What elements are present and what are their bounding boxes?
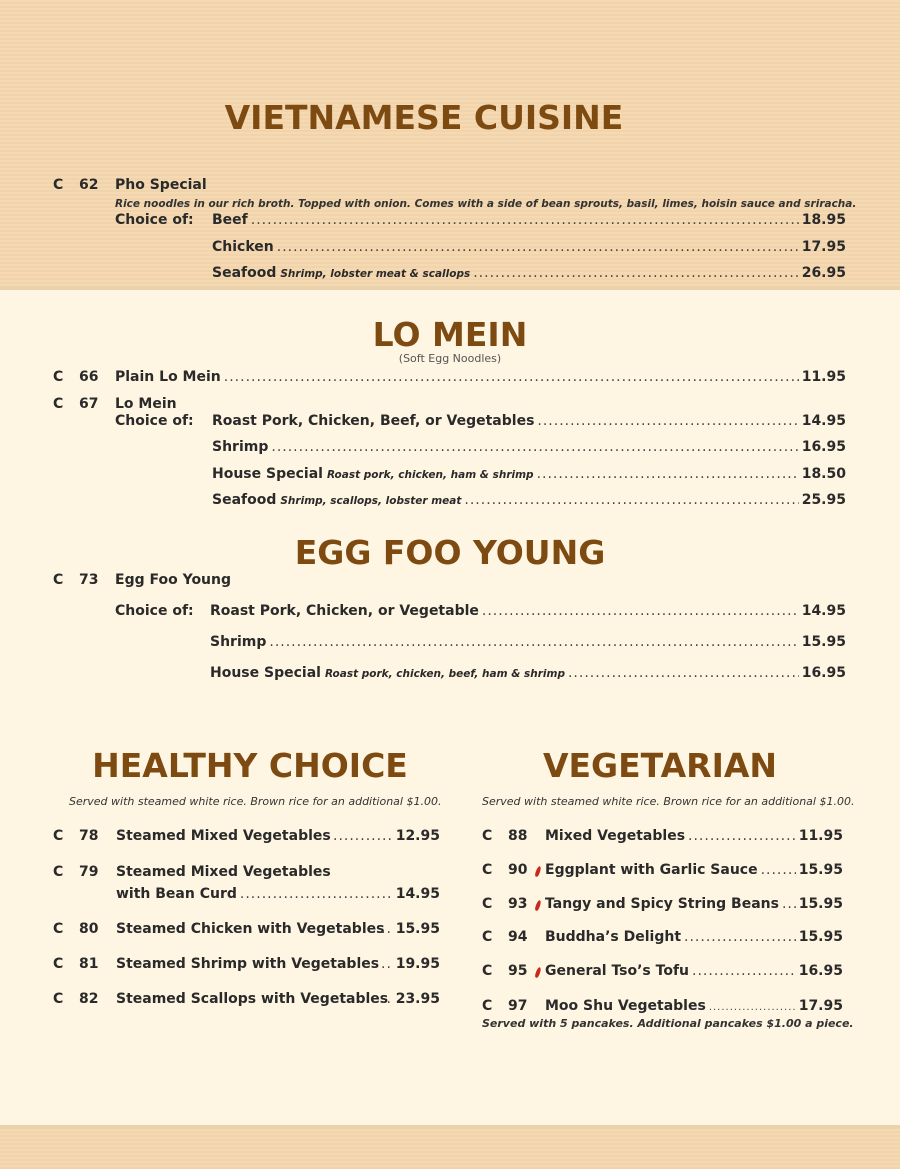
leader-dots (684, 929, 796, 945)
item-code: C (53, 828, 64, 844)
leader-dots (271, 439, 798, 455)
item-number: 90 (508, 862, 528, 878)
item-number: 81 (79, 956, 99, 972)
item-number: 93 (508, 896, 528, 912)
item-number: 82 (79, 991, 99, 1007)
leader-dots (761, 862, 796, 878)
menu-item-79 (53, 864, 113, 884)
price-row (378, 921, 440, 941)
option-row (212, 439, 846, 459)
item-name: General Tso’s Tofu (545, 963, 690, 979)
option-note: Shrimp, lobster meat & scallops (280, 268, 471, 280)
option-name: Seafood (212, 492, 277, 508)
item-code: C (53, 369, 64, 385)
item-code: C (53, 572, 64, 588)
menu-item-66 (53, 369, 113, 389)
bottom-band (0, 1125, 900, 1169)
price: 11.95 (798, 828, 843, 844)
option-name: Roast Pork, Chicken, Beef, or Vegetables (212, 413, 535, 429)
eggfoo-title: EGG FOO YOUNG (294, 533, 606, 572)
price: 15.95 (798, 929, 843, 945)
item-code: C (53, 991, 64, 1007)
leader-dots (782, 896, 796, 912)
price: 15.95 (798, 896, 843, 912)
item-code: C (482, 998, 493, 1014)
option-row (210, 603, 846, 623)
healthy-note: Served with steamed white rice. Brown rice for an additional $1.00. (69, 795, 442, 808)
option-name: Roast Pork, Chicken, or Vegetable (210, 603, 479, 619)
price: 17.95 (801, 239, 846, 255)
item-number: 62 (79, 177, 99, 193)
price: 17.95 (798, 998, 843, 1014)
item-number: 94 (508, 929, 528, 945)
item-number: 73 (79, 572, 99, 588)
menu-item-97 (482, 998, 542, 1018)
price-row (545, 862, 843, 882)
item-code: C (482, 862, 493, 878)
option-name: House Special (210, 665, 321, 681)
leader-dots (381, 956, 393, 972)
price-row (330, 828, 440, 848)
price-row (116, 886, 440, 906)
item-name-line2: with Bean Curd (116, 886, 237, 902)
item-number: 78 (79, 828, 99, 844)
leader-dots (568, 665, 799, 681)
item-code: C (482, 963, 493, 979)
menu-item-93 (482, 896, 542, 916)
choice-label: Choice of: (115, 603, 194, 619)
price: 16.95 (801, 665, 846, 681)
price: 15.95 (798, 862, 843, 878)
leader-dots (537, 466, 799, 482)
price-row (545, 828, 843, 848)
item-name: Buddha’s Delight (545, 929, 682, 945)
leader-dots (464, 492, 798, 508)
price-row (378, 991, 440, 1011)
menu-item-80 (53, 921, 113, 941)
leader-dots (251, 212, 799, 228)
price: 16.95 (801, 439, 846, 455)
leader-dots (381, 991, 393, 1007)
leader-dots (709, 1002, 796, 1013)
menu-item-94 (482, 929, 542, 949)
vietnamese-title: VIETNAMESE CUISINE (224, 98, 624, 137)
price-row (545, 896, 843, 916)
item-name: Egg Foo Young (115, 572, 232, 588)
menu-item-90 (482, 862, 542, 882)
item-code: C (53, 864, 64, 880)
menu-item-88 (482, 828, 542, 848)
item-number: 67 (79, 396, 99, 412)
leader-dots (688, 828, 796, 844)
item-name: Mixed Vegetables (545, 828, 686, 844)
leader-dots (692, 963, 796, 979)
price: 15.95 (801, 634, 846, 650)
option-row (212, 466, 846, 486)
option-name: Shrimp (212, 439, 269, 455)
price: 11.95 (801, 369, 846, 385)
price: 19.95 (395, 956, 440, 972)
leader-dots (224, 369, 799, 385)
price: 14.95 (801, 413, 846, 429)
healthy-title: HEALTHY CHOICE (92, 746, 408, 785)
item-name: Plain Lo Mein (115, 369, 221, 385)
item-name: Eggplant with Garlic Sauce (545, 862, 758, 878)
price: 15.95 (395, 921, 440, 937)
leader-dots (333, 828, 393, 844)
leader-dots (240, 886, 393, 902)
option-note: Roast pork, chicken, ham & shrimp (326, 469, 534, 481)
price: 16.95 (798, 963, 843, 979)
price-row (545, 998, 843, 1018)
lomein-subtitle: (Soft Egg Noodles) (398, 352, 502, 365)
item-number: 97 (508, 998, 528, 1014)
price-row (545, 929, 843, 949)
item-name: Steamed Chicken with Vegetables (116, 921, 385, 937)
price: 18.50 (801, 466, 846, 482)
item-number: 79 (79, 864, 99, 880)
item-code: C (53, 921, 64, 937)
item-number: 88 (508, 828, 528, 844)
item-code: C (53, 956, 64, 972)
price: 18.95 (801, 212, 846, 228)
option-row (210, 634, 846, 654)
item-code: C (53, 396, 64, 412)
moo-shu-footnote: Served with 5 pancakes. Additional pancakes $1.00 a piece. (482, 1017, 854, 1030)
menu-item-73 (53, 572, 353, 592)
price: 14.95 (395, 886, 440, 902)
menu-item-95 (482, 963, 542, 983)
choice-label: Choice of: (115, 212, 194, 228)
option-row (212, 492, 846, 512)
item-name: Steamed Shrimp with Vegetables (116, 956, 380, 972)
price-row (378, 956, 440, 976)
option-row (212, 413, 846, 433)
item-number: 95 (508, 963, 528, 979)
option-row (210, 665, 846, 685)
item-name: Lo Mein (115, 396, 177, 412)
leader-dots (277, 239, 799, 255)
vegetarian-title: VEGETARIAN (542, 746, 778, 785)
option-name: Beef (212, 212, 248, 228)
menu-item-78 (53, 828, 113, 848)
item-code: C (53, 177, 64, 193)
item-name: Steamed Scallops with Vegetables (116, 991, 389, 1007)
option-row (212, 239, 846, 259)
price: 23.95 (395, 991, 440, 1007)
item-name: Tangy and Spicy String Beans (545, 896, 779, 912)
option-note: Shrimp, scallops, lobster meat (280, 495, 462, 507)
option-row (212, 265, 846, 285)
leader-dots (537, 413, 798, 429)
item-name: Moo Shu Vegetables (545, 998, 706, 1014)
leader-dots (473, 265, 798, 281)
price: 25.95 (801, 492, 846, 508)
price: 14.95 (801, 603, 846, 619)
option-note: Roast pork, chicken, beef, ham & shrimp (324, 668, 565, 680)
menu-item-81 (53, 956, 113, 976)
option-name: Chicken (212, 239, 274, 255)
plain-lo-mein-row (115, 369, 846, 389)
item-name: Steamed Mixed Vegetables (116, 864, 331, 880)
item-code: C (482, 896, 493, 912)
option-name: House Special (212, 466, 323, 482)
menu-item-62 (53, 177, 353, 197)
item-code: C (482, 828, 493, 844)
choice-label: Choice of: (115, 413, 194, 429)
vegetarian-note: Served with steamed white rice. Brown rice for an additional $1.00. (482, 795, 855, 808)
option-row (212, 212, 846, 232)
price: 12.95 (395, 828, 440, 844)
item-code: C (482, 929, 493, 945)
leader-dots (269, 634, 798, 650)
price-row (545, 963, 843, 983)
option-name: Shrimp (210, 634, 267, 650)
item-description: Rice noodles in our rich broth. Topped with onion. Comes with a side of bean sprouts, basil, limes, hoisin sauce and sriracha. (115, 198, 857, 210)
leader-dots (381, 921, 393, 937)
item-name: Pho Special (115, 177, 207, 193)
lomein-title: LO MEIN (372, 315, 528, 354)
item-number: 80 (79, 921, 99, 937)
item-name: Steamed Mixed Vegetables (116, 828, 331, 844)
option-name: Seafood (212, 265, 277, 281)
item-number: 66 (79, 369, 99, 385)
menu-item-82 (53, 991, 113, 1011)
leader-dots (482, 603, 799, 619)
price: 26.95 (801, 265, 846, 281)
